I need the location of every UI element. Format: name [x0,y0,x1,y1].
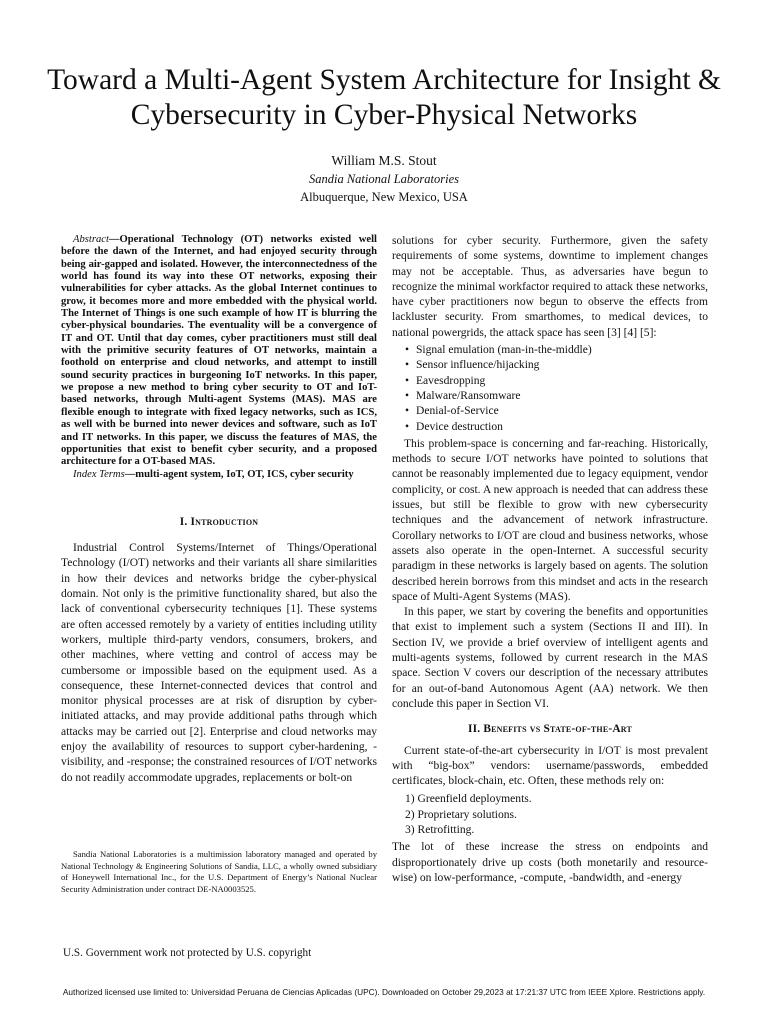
left-column [61,234,377,786]
author-name: William M.S. Stout [331,153,437,168]
section-heading-introduction: I. Introduction [179,515,259,528]
section-heading-benefits: II. Benefits vs State-of-the-Art [467,723,633,736]
list-item: • Device destruction [405,420,708,435]
author-location: Albuquerque, New Mexico, USA [300,190,468,204]
bullet-icon: • [405,374,410,387]
index-terms-text: multi-agent system, IoT, OT, ICS, cyber security [135,468,354,480]
index-terms: Index Terms—multi-agent system, IoT, OT, ICS, cyber security [73,468,354,480]
author-block [0,152,768,206]
state-of-art-paragraph: Current state-of-the-art cybersecurity in I/OT is most prevalent with “big-box” vendors: username/passwords, embedded certificates, block-chain, etc. Often, these methods rely on: [392,744,708,788]
copyright-notice: U.S. Government work not protected by U.S. copyright [63,947,312,959]
bullet-icon: • [405,389,410,402]
list-item: 1) Greenfield deployments. [405,793,532,806]
author-affiliation: Sandia National Laboratories [308,172,460,186]
abstract: Abstract—Operational Technology (OT) networks existed well before the dawn of the Internet, and had enjoyed security through being air-gapped and isolated. However, the interconnectedness of the world has found its way into these OT networks, exposing their vulnerabilities for cyber attacks. As the global Internet continues to grow, it becomes more and more embedded with the physical world. The Internet of Things is one such example of how IT is blurring the cyber-physical boundaries. The eventuality will be a convergence of IT and OT. Until that day comes, cyber practitioners must still deal with the primitive security features of OT networks, maintain a foothold on enterprise and cloud networks, and attempt to instill sound security practices in burgeoning IoT networks. In this paper, we propose a new method to bring cyber security to OT and IoT-based networks, through Multi-agent Systems (MAS). MAS are flexible enough to integrate with fixed legacy networks, such as ICS, as well with be burned into newer devices and software, such as IoT and IT networks. In this paper, we discuss the features of MAS, the opportunities that exist to benefit cyber security, and a proposed architecture for a OT-based MAS. [61,234,377,468]
right-column [392,234,708,886]
list-item: • Malware/Ransomware [405,389,708,404]
methods-list [392,792,708,838]
bullet-icon: • [405,344,410,357]
index-terms-label: Index Terms [73,468,125,480]
list-item: • Eavesdropping [405,374,708,389]
list-item: • Denial-of-Service [405,404,708,419]
list-item: 3) Retrofitting. [405,823,475,836]
bullet-icon: • [405,420,410,433]
attack-list [392,343,708,435]
bullet-icon: • [405,405,410,418]
paper-outline-paragraph: In this paper, we start by covering the benefits and opportunities that exist to implement such a system (Sections II and III). In Section IV, we provide a brief overview of intelligent agents and multi-agents systems, followed by current research in the MAS space. Section V covers our description of the necessary attributes for an out-of-band Autonomous Agent (AA) network. We then conclude this paper in Section VI. [392,606,708,710]
list-item: • Sensor influence/hijacking [405,358,708,373]
intro-paragraph-continued: solutions for cyber security. Furthermore, given the safety requirements of some systems, downtime to implement changes may not be acceptable. Thus, as adversaries have begun to recognize the minimal workfactor required to attack these networks, have cyber practitioners now begun to observe the effects from lackluster security. From smarthomes, to medical devices, to national powergrids, the attack space has seen [3] [4] [5]: [392,235,708,339]
intro-paragraph: Industrial Control Systems/Internet of Things/Operational Technology (I/OT) networks and their variants all share similarities in how their devices and networks bridge the cyber-physical domain. Not only is the primitive functionality shared, but also the lack of conventional cybersecurity techniques [1]. These systems are often accessed remotely by a variety of entities including utility workers, multiple third-party vendors, consumers, brokers, and other machines, where vetting and control of access may be cumbersome or impossible based on the equipment used. As a consequence, these Internet-connected devices that control and monitor physical processes are at risk of disruption by cyber-initiated attacks, and may provide additional paths through which attacks may be carried out [2]. Enterprise and cloud networks may enjoy the availability of resources to support cyber-hardening, -visibility, and -response; the constrained resources of I/OT networks do not readily accommodate upgrades, replacements or bolt-on [61,542,377,784]
footnote: Sandia National Laboratories is a multimission laboratory managed and operated by National Technology & Engineering Solutions of Sandia, LLC, a wholly owned subsidiary of Honeywell International Inc., for the U.S. Department of Energy’s National Nuclear Security Administration under contract DE-NA0003525. [61,849,377,894]
list-item: • Signal emulation (man-in-the-middle) [405,343,708,358]
paper-title: Toward a Multi-Agent System Architecture for Insight & Cybersecurity in Cyber-Physical Networks [47,64,721,131]
problem-space-paragraph: This problem-space is concerning and far-reaching. Historically, methods to secure I/OT networks have pointed to solutions that cannot be reasonably implemented due to legacy equipment, vendor complicity, or cost. A new approach is needed that can address these issues, but still be flexible to grow with new cybersecurity techniques and the advancement of network infrastructure. Corollary networks to I/OT are cloud and business networks, whose assets also operate in the open-Internet. A successful security paradigm in these networks is largely based on agents. The solution described herein borrows from this mindset and acts in the research space of Multi-Agent Systems (MAS). [392,437,708,603]
list-item: 2) Proprietary solutions. [405,808,517,821]
bullet-icon: • [405,359,410,372]
stress-paragraph: The lot of these increase the stress on endpoints and disproportionately drive up costs (both monetarily and resource-wise) on low-performance, -compute, -bandwidth, and -energy [392,841,708,884]
license-banner: Authorized licensed use limited to: Universidad Peruana de Ciencias Aplicadas (UPC). Downloaded on October 29,2023 at 17:21:37 UTC from IEEE Xplore. Restrictions apply. [62,987,706,997]
abstract-text: Operational Technology (OT) networks existed well before the dawn of the Internet, and had enjoyed security through being air-gapped and isolated. However, the interconnectedness of the world has found its way into these OT networks, exposing their vulnerabilities for cyber attacks. As the global Internet continues to grow, it becomes more and more embedded with the physical world. The Internet of Things is one such example of how IT is blurring the cyber-physical boundaries. The eventuality will be a convergence of IT and OT. Until that day comes, cyber practitioners must still deal with the primitive security features of OT networks, maintain a foothold on enterprise and cloud networks, and attempt to instill sound security practices in burgeoning IoT networks. In this paper, we propose a new method to bring cyber security to OT and IoT-based networks, through Multi-agent Systems (MAS). MAS are flexible enough to integrate with fixed legacy networks, such as ICS, as well with be burned into newer devices and software, such as IoT and IT networks. In this paper, we discuss the features of MAS, the opportunities that exist to benefit cyber security, and a proposed architecture for a OT-based MAS. [61,234,377,468]
abstract-label: Abstract [73,234,109,245]
